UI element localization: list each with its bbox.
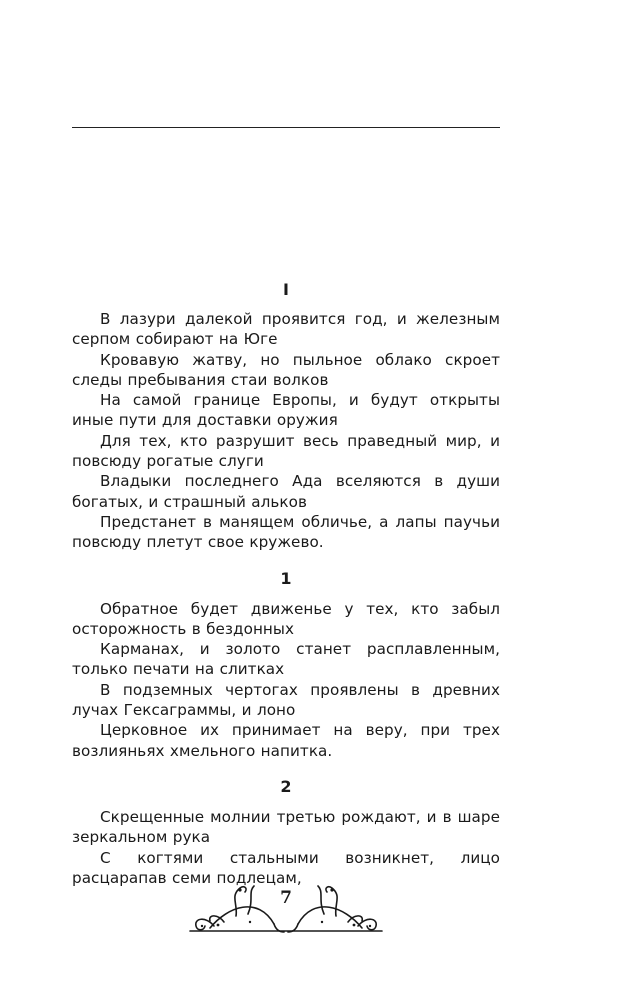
verse-line: В лазури далекой проявится год, и железным серпом собирают на Юге: [72, 310, 500, 349]
section-heading: 1: [280, 568, 292, 588]
verse-line: В подземных чертогах проявлены в древних лучах Гексаграммы, и лоно: [72, 680, 500, 720]
page-body: [72, 276, 500, 888]
header-rule: [72, 127, 500, 128]
section-heading: 2: [280, 776, 292, 796]
stanza: [72, 599, 500, 761]
verse-line: Церковное их принимает на веру, при трех возлияньях хмельного напитка.: [72, 721, 500, 760]
section-heading: I: [283, 280, 289, 299]
page-footer: [188, 876, 384, 940]
verse-line: Обратное будет движенье у тех, кто забыл осторожность в бездонных: [72, 599, 500, 638]
verse-line: Для тех, кто разрушит весь праведный мир, и повсюду рогатые слуги: [72, 431, 500, 471]
verse-line: На самой границе Европы, и будут открыты иные пути для доставки оружия: [72, 391, 500, 430]
page-number: 7: [280, 888, 292, 908]
verse-line: Кровавую жатву, но пыльное облако скроет следы пребывания стаи волков: [72, 350, 500, 389]
verse-line: С когтями стальными возникнет, лицо расцарапав семи подлецам,: [72, 848, 500, 887]
verse-line: Карманах, и золото станет расплавленным, только печати на слитках: [72, 640, 500, 679]
verse-line: Предстанет в манящем обличье, а лапы паучьи повсюду плетут свое кружево.: [72, 512, 500, 552]
verse-line: Владыки последнего Ада вселяются в души богатых, и страшный альков: [72, 472, 500, 511]
stanza: [72, 309, 500, 553]
decorative-scroll-ornament-icon: [188, 876, 384, 940]
verse-line: Скрещенные молнии третью рождают, и в шаре зеркальном рука: [72, 807, 500, 847]
